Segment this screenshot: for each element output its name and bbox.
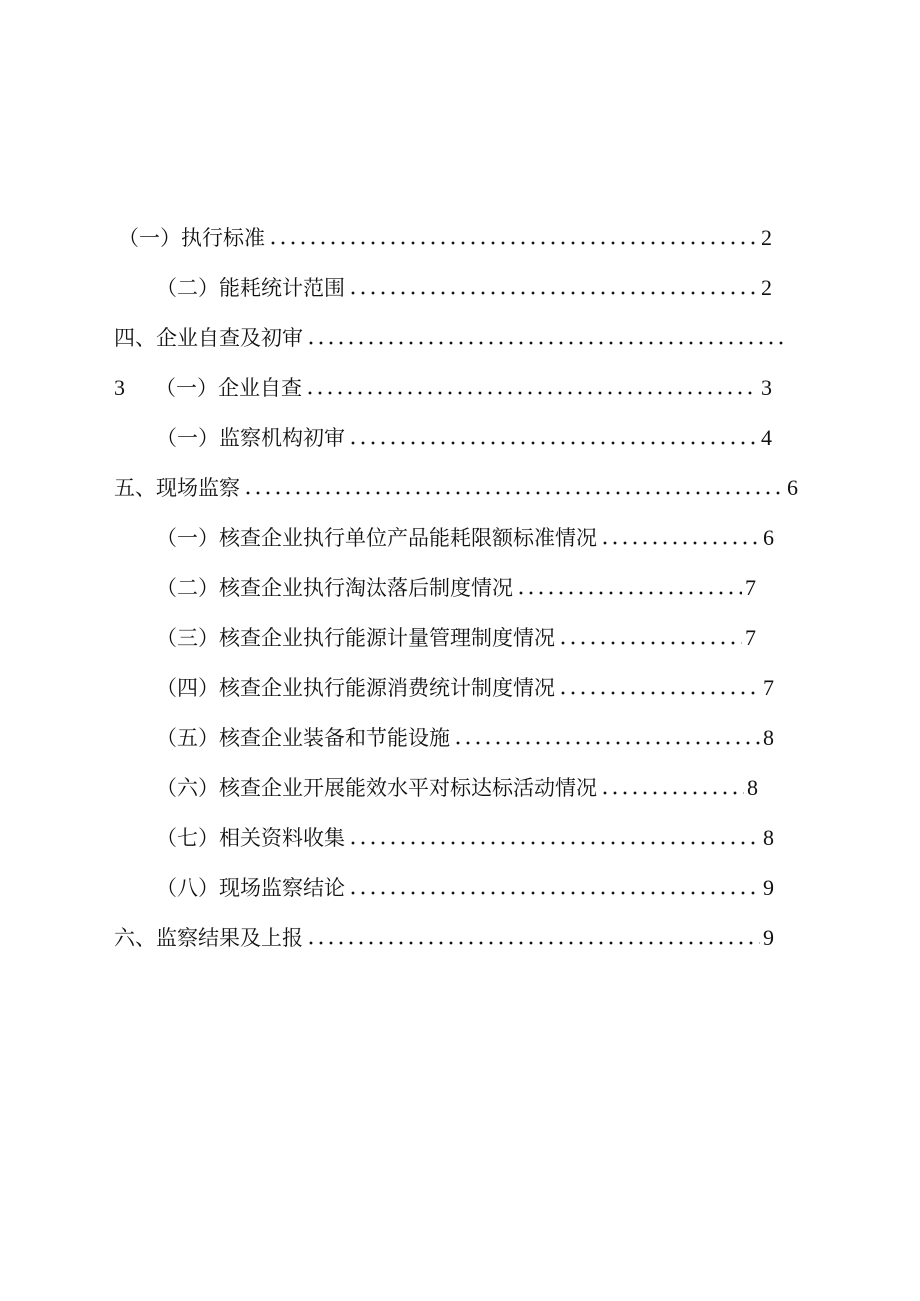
toc-entry-results-reporting-section[interactable] [114, 921, 774, 955]
dot-leader [516, 590, 742, 596]
dot-leader [348, 440, 758, 446]
toc-entry-benchmarking-check[interactable] [156, 771, 758, 805]
toc-entry-page: 2 [761, 275, 772, 300]
toc-entry-title: （一）执行标准 [118, 226, 265, 250]
toc-entry-title: （二）核查企业执行淘汰落后制度情况 [156, 576, 513, 600]
toc-entry-wrapped-page: 3 [114, 375, 125, 400]
toc-entry-page: 8 [763, 825, 774, 850]
dot-leader [600, 790, 744, 796]
toc-entry-title: （六）核查企业开展能效水平对标达标活动情况 [156, 776, 597, 800]
toc-entry-self-inspection-section[interactable] [114, 321, 784, 355]
dot-leader [305, 390, 758, 396]
toc-entry-page: 7 [745, 575, 756, 600]
toc-entry-execution-standard[interactable] [118, 221, 772, 255]
toc-entry-page: 7 [763, 675, 774, 700]
dot-leader [306, 340, 784, 346]
dot-leader [268, 240, 758, 246]
dot-leader [243, 490, 784, 496]
toc-entry-page: 8 [763, 725, 774, 750]
toc-entry-title: 四、企业自查及初审 [114, 326, 303, 350]
dot-leader [348, 890, 760, 896]
toc-entry-page: 6 [787, 475, 798, 500]
toc-entry-energy-statistics-scope[interactable] [156, 271, 772, 305]
toc-entry-title: 五、现场监察 [114, 476, 240, 500]
toc-entry-onsite-inspection-section[interactable] [114, 471, 798, 505]
toc-entry-title: （五）核查企业装备和节能设施 [156, 726, 450, 750]
dot-leader [348, 840, 760, 846]
toc-entry-title: （一）监察机构初审 [156, 426, 345, 450]
toc-entry-obsolete-elimination-check[interactable] [156, 571, 756, 605]
toc-entry-title: （七）相关资料收集 [156, 826, 345, 850]
toc-entry-document-collection[interactable] [156, 821, 774, 855]
toc-entry-page: 9 [763, 925, 774, 950]
toc-entry-title: （四）核查企业执行能源消费统计制度情况 [156, 676, 555, 700]
toc-entry-onsite-conclusion[interactable] [156, 871, 774, 905]
toc-entry-energy-metering-check[interactable] [156, 621, 756, 655]
dot-leader [306, 940, 760, 946]
toc-entry-title: （一）企业自查 [155, 376, 302, 400]
toc-entry-equipment-check[interactable] [156, 721, 774, 755]
toc-entry-title: 六、监察结果及上报 [114, 926, 303, 950]
toc-entry-page: 6 [763, 525, 774, 550]
toc-entry-page: 2 [761, 225, 772, 250]
toc-entry-page: 7 [745, 625, 756, 650]
toc-entry-page: 8 [747, 775, 758, 800]
toc-entry-energy-statistics-check[interactable] [156, 671, 774, 705]
toc-entry-preliminary-review[interactable] [156, 421, 772, 455]
toc-entry-energy-quota-check[interactable] [156, 521, 774, 555]
dot-leader [348, 290, 758, 296]
toc-entry-enterprise-self-check[interactable] [114, 371, 772, 405]
toc-entry-title: （二）能耗统计范围 [156, 276, 345, 300]
toc-entry-page: 4 [761, 425, 772, 450]
dot-leader [453, 740, 760, 746]
toc-entry-title: （三）核查企业执行能源计量管理制度情况 [156, 626, 555, 650]
dot-leader [558, 690, 760, 696]
toc-entry-title: （八）现场监察结论 [156, 876, 345, 900]
dot-leader [558, 640, 742, 646]
toc-entry-page: 9 [763, 875, 774, 900]
toc-entry-page: 3 [761, 375, 772, 400]
toc-entry-title: （一）核查企业执行单位产品能耗限额标准情况 [156, 526, 597, 550]
dot-leader [600, 540, 760, 546]
